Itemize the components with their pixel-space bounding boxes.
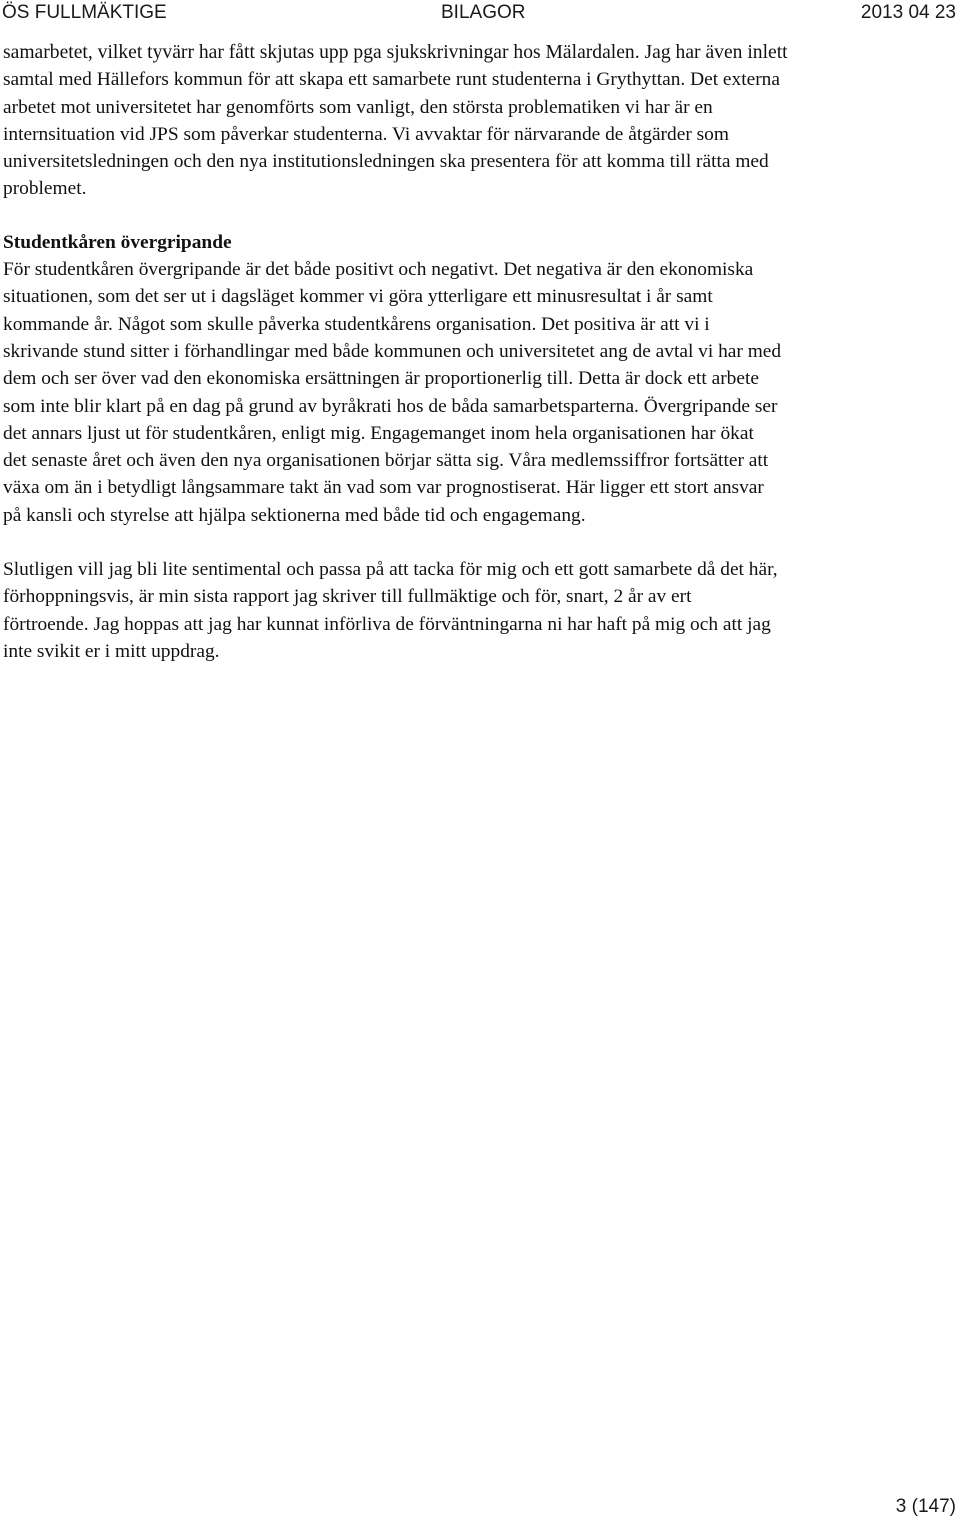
text-line: situationen, som det ser ut i dagsläget kommer vi göra ytterligare ett minusresultat i år samt: [3, 286, 713, 308]
section-heading: Studentkåren övergripande: [3, 231, 232, 253]
document-body: [3, 39, 957, 665]
paragraph-overview: [3, 256, 957, 529]
text-line: arbetet mot universitetet har genomförts som vanligt, den största problematiken vi har är en: [3, 96, 713, 118]
text-line: som inte blir klart på en dag på grund av byråkrati hos de båda samarbetsparterna. Övergripande ser: [3, 395, 778, 417]
text-line: samtal med Hällefors kommun för att skapa ett samarbete runt studenterna i Grythyttan. Det externa: [3, 69, 780, 91]
paragraph-closing: [3, 556, 957, 665]
page-number: 3 (147): [895, 1496, 956, 1517]
header-date: 2013 04 23: [860, 2, 956, 23]
header-organization: ÖS FULLMÄKTIGE: [2, 2, 167, 23]
text-line: växa om än i betydligt långsammare takt än vad som var prognostiserat. Här ligger ett stort ansvar: [3, 477, 764, 499]
page-header: [2, 2, 956, 26]
text-line: på kansli och styrelse att hjälpa sektionerna med både tid och engagemang.: [3, 504, 586, 526]
text-line: det annars ljust ut för studentkåren, enligt mig. Engagemanget inom hela organisationen har ökat: [3, 422, 754, 444]
text-line: problemet.: [3, 178, 87, 200]
text-line: Slutligen vill jag bli lite sentimental och passa på att tacka för mig och ett gott samarbete då det här,: [3, 559, 778, 581]
text-line: samarbetet, vilket tyvärr har fått skjutas upp pga sjukskrivningar hos Mälardalen. Jag har även inlett: [3, 42, 788, 63]
text-line: förtroende. Jag hoppas att jag har kunnat införliva de förväntningarna ni har haft på mig och att jag: [3, 613, 771, 635]
text-line: inte svikit er i mitt uppdrag.: [3, 640, 220, 662]
header-section: BILAGOR: [441, 2, 526, 23]
paragraph-external-work: [3, 39, 957, 203]
text-line: det senaste året och även den nya organisationen börjar sätta sig. Våra medlemssiffror fortsätter att: [3, 450, 769, 472]
text-line: dem och ser över vad den ekonomiska ersättningen är proportionerlig till. Detta är dock ett arbete: [3, 368, 759, 390]
text-line: internsituation vid JPS som påverkar studenterna. Vi avvaktar för närvarande de åtgärder som: [3, 123, 729, 145]
text-line: universitetsledningen och den nya institutionsledningen ska presentera för att komma till rätta med: [3, 151, 769, 173]
text-line: För studentkåren övergripande är det både positivt och negativt. Det negativa är den ekonomiska: [3, 259, 754, 281]
text-line: kommande år. Något som skulle påverka studentkårens organisation. Det positiva är att vi i: [3, 313, 710, 335]
text-line: förhoppningsvis, är min sista rapport jag skriver till fullmäktige och för, snart, 2 år av ert: [3, 586, 692, 608]
text-line: skrivande stund sitter i förhandlingar med både kommunen och universitetet ang de avtal vi har med: [3, 340, 782, 362]
